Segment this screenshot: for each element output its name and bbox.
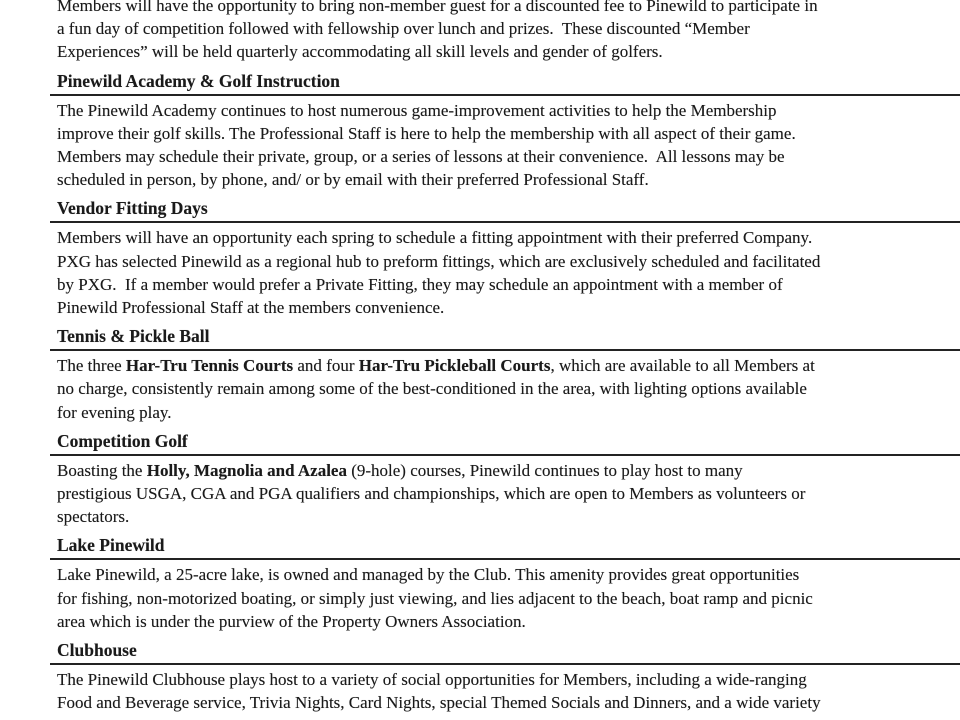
paragraph-competition-golf [57,459,960,529]
section-rule [50,663,960,665]
text-run: (9-hole) courses, Pinewild continues to play host to many [346,460,743,480]
paragraph-lake-pinewild [57,563,960,633]
text-line: Lake Pinewild, a 25-acre lake, is owned and managed by the Club. This amenity provides great opportunities [57,565,800,585]
text-line: spectators. [57,507,130,527]
text-line: no charge, consistently remain among some of the best-conditioned in the area, with lighting options available [57,379,807,399]
section-heading-vendor-fitting: Vendor Fitting Days [57,198,208,219]
text-line: The Pinewild Academy continues to host numerous game-improvement activities to help the Membership [57,100,777,120]
text-line: for evening play. [57,402,172,422]
text-line [57,354,960,377]
text-line: by PXG. If a member would prefer a Private Fitting, they may schedule an appointment with a member of [57,274,783,294]
paragraph-member-experiences [57,0,960,64]
text-line: Pinewild Professional Staff at the members convenience. [57,298,445,318]
text-line: Members will have an opportunity each spring to schedule a fitting appointment with their preferred Company. [57,228,813,248]
text-line: The Pinewild Clubhouse plays host to a variety of social opportunities for Members, including a wide-ranging [57,670,807,690]
section-heading-clubhouse: Clubhouse [57,640,137,661]
text-line [57,459,960,482]
text-run: The three [57,356,126,376]
text-run-bold: Holly, Magnolia and Azalea [146,460,347,480]
paragraph-academy [57,99,960,192]
paragraph-tennis-pickleball [57,354,960,424]
text-line: Members may schedule their private, group, or a series of lessons at their convenience. All lessons may be [57,147,785,167]
text-line: for fishing, non-motorized boating, or simply just viewing, and lies adjacent to the beach, boat ramp and picnic [57,588,813,608]
text-line: area which is under the purview of the Property Owners Association. [57,611,526,631]
section-rule [50,221,960,223]
text-line: Food and Beverage service, Trivia Nights, Card Nights, special Themed Socials and Dinners, and a wide variety [57,693,821,713]
paragraph-vendor-fitting [57,226,960,319]
section-rule [50,349,960,351]
section-rule [50,454,960,456]
section-rule [50,94,960,96]
text-line: PXG has selected Pinewild as a regional hub to preform fittings, which are exclusively scheduled and facilitated [57,251,821,271]
text-line: scheduled in person, by phone, and/ or by email with their preferred Professional Staff. [57,170,649,190]
paragraph-clubhouse [57,668,960,714]
section-heading-academy: Pinewild Academy & Golf Instruction [57,70,340,91]
text-line: a fun day of competition followed with fellowship over lunch and prizes. These discounted “Member [57,19,750,39]
text-line: prestigious USGA, CGA and PGA qualifiers and championships, which are open to Members as volunteers or [57,484,806,504]
text-line: Members will have the opportunity to bring non-member guest for a discounted fee to Pinewild to participate in [57,0,818,15]
text-line: improve their golf skills. The Professional Staff is here to help the membership with all aspect of their game. [57,123,796,143]
section-heading-lake-pinewild: Lake Pinewild [57,535,165,556]
text-run: , which are available to all Members at [550,356,815,376]
text-run-bold: Har-Tru Pickleball Courts [358,356,551,376]
text-run-bold: Har-Tru Tennis Courts [125,356,294,376]
text-line: Experiences” will be held quarterly accommodating all skill levels and gender of golfers. [57,42,663,62]
text-run: Boasting the [57,460,147,480]
text-run: and four [293,356,359,376]
section-rule [50,558,960,560]
section-heading-tennis-pickleball: Tennis & Pickle Ball [57,326,210,347]
section-heading-competition-golf: Competition Golf [57,430,188,451]
